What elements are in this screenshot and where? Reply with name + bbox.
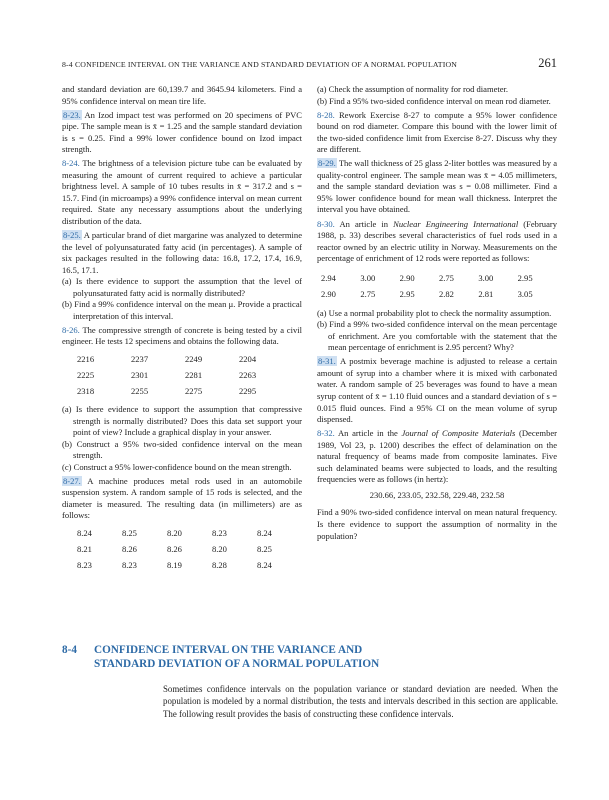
table-cell: 3.00 (360, 272, 376, 283)
exercise-number: 8-27. (63, 475, 81, 486)
table-cell: 2.82 (438, 288, 454, 299)
table-cell: 8.20 (212, 544, 227, 555)
exercise-text: (December 1989, Vol 23, p. 1200) describes the effect of delamination on the natural frequency of beams made from composite laminates. Five such delaminated beams were subjected to loads, and the resulting frequencies were as follows (in hertz): (317, 428, 557, 485)
table-cell: 2263 (239, 370, 257, 381)
table-row (77, 384, 293, 400)
section-title-line1: CONFIDENCE INTERVAL ON THE VARIANCE AND (94, 644, 363, 656)
table-cell: 2.94 (321, 272, 336, 283)
rod-diameter-table (77, 526, 302, 574)
section-heading (62, 644, 562, 671)
exercise-text: (February 1988, p. 33) describes several characteristics of fuel rods used in a reactor owned by an electric utility in Norway. Measurements on the percentage of enrichment of 12 rods were reported as follows: (317, 218, 557, 264)
exercise-part-b: (b) Find a 95% two-sided confidence interval on mean rod diameter. (317, 95, 551, 106)
section-number: 8-4 (62, 644, 77, 656)
exercise-number: 8-32. (317, 428, 335, 439)
exercise-part-a: (a) Is there evidence to support the assumption that compressive strength is normally distributed? Does this data set support your point of view? Include a graphical display in your answer. (62, 404, 302, 438)
right-column (317, 84, 557, 545)
exercise-text: A postmix beverage machine is adjusted to release a certain amount of syrup into a chamber where it is mixed with carbonated water. A random sample of 25 beverages was found to have a mean syrup content of x̄ = 1.10 fluid ounces and a standard deviation of s = 0.015 fluid ounces. Find a 95% CI on the mean volume of syrup dispensed. (317, 356, 557, 425)
exercise-text: The wall thickness of 25 glass 2-liter bottles was measured by a quality-control engineer. The sample mean was x̄ = 4.05 millimeters, and the sample standard deviation was s = 0.08 millimeter. Find a 95% lower confidence bound for mean wall thickness. Interpret the interval you have obtained. (317, 158, 557, 215)
table-cell: 8.23 (212, 528, 227, 539)
left-column (62, 84, 302, 574)
exercise-text: An article in (339, 218, 394, 229)
table-row (77, 542, 302, 558)
exercise-8-29 (317, 158, 557, 216)
exercise-8-25 (62, 230, 302, 276)
table-cell: 8.24 (257, 560, 272, 571)
table-cell: 2.95 (517, 272, 533, 283)
exercise-number: 8-26. (62, 324, 80, 335)
table-cell: 2295 (239, 386, 257, 397)
table-cell: 8.28 (212, 560, 227, 571)
table-cell: 8.23 (77, 560, 92, 571)
table-row (321, 271, 557, 287)
exercise-part-a: (a) Is there evidence to support the assumption that the level of polyunsaturated fatty acid is normally distributed? (62, 276, 302, 298)
exercise-text: A particular brand of diet margarine was analyzed to determine the level of polyunsaturated fatty acid (in percentages). A sample of six packages resulted in the following data: 16.8, 17.2, 17.4, 16.9, 16.5, 17.1. (62, 230, 302, 275)
table-cell: 8.25 (257, 544, 272, 555)
table-cell: 2.75 (438, 272, 454, 283)
table-cell: 2237 (131, 354, 149, 365)
table-cell: 8.25 (122, 528, 137, 539)
exercise-part-b: (b) Find a 99% confidence interval on the mean μ. Provide a practical interpretation of this interval. (62, 299, 302, 321)
exercise-part-a: (a) Check the assumption of normality for rod diameter. (317, 84, 509, 94)
table-cell: 8.19 (167, 560, 182, 571)
table-cell: 2.81 (478, 288, 494, 299)
journal-title: Journal of Composite Materials (401, 428, 516, 439)
exercise-part-b: (b) Find a 99% two-sided confidence interval on the mean percentage of enrichment. Are you comfortable with the statement that the mean percentage of enrichment is 2.95 percent? Why? (317, 319, 557, 353)
exercise-part-c: (c) Construct a 95% lower-confidence bound on the mean strength. (62, 461, 292, 472)
exercise-text: The compressive strength of concrete is being tested by a civil engineer. He tests 12 specimens and obtains the following data. (62, 324, 302, 347)
exercise-8-23 (62, 110, 302, 156)
table-row (321, 287, 557, 303)
table-row (77, 368, 293, 384)
table-cell: 8.21 (77, 544, 92, 555)
section-body-paragraph: Sometimes confidence intervals on the population variance or standard deviation are needed. When the population is modeled by a normal distribution, the tests and intervals described in this section are applicable. The following result provides the basis of constructing these confidence intervals. (163, 684, 558, 719)
exercise-8-31 (317, 356, 557, 425)
table-row (77, 558, 302, 574)
table-cell: 2.90 (399, 272, 415, 283)
exercise-text: The brightness of a television picture tube can be evaluated by measuring the amount of current required to achieve a particular brightness level. A sample of 10 tubes results in x̄ = 317.2 and s = 15.7. Find (in microamps) a 99% confidence interval on mean current required. State any necessary assumptions about the underlying distribution of the data. (62, 158, 302, 227)
fuel-enrichment-table (321, 271, 557, 303)
table-cell: 2225 (77, 370, 95, 381)
table-cell: 2255 (131, 386, 149, 397)
exercise-text: An article in the (337, 428, 402, 439)
frequency-values: 230.66, 233.05, 232.58, 229.48, 232.58 (369, 489, 505, 500)
exercise-part-b: (b) Construct a 95% two-sided confidence interval on the mean strength. (62, 438, 302, 461)
exercise-8-26 (62, 325, 302, 348)
exercise-text: An Izod impact test was performed on 20 specimens of PVC pipe. The sample mean is x̄ = 1.25 and the sample standard deviation is s = 0.25. Find a 99% lower confidence bound on Izod impact strength. (62, 109, 302, 155)
exercise-text: A machine produces metal rods used in an automobile suspension system. A random sample of 15 rods is selected, and the diameter is measured. The resulting data (in millimeters) are as follows: (62, 475, 302, 521)
table-cell: 8.26 (167, 544, 182, 555)
section-heading-line1 (62, 644, 562, 658)
table-cell: 2216 (77, 354, 95, 365)
table-cell: 8.24 (77, 528, 92, 539)
table-cell: 8.26 (122, 544, 137, 555)
table-cell: 2.90 (321, 288, 336, 299)
exercise-number: 8-30. (317, 218, 335, 229)
page-number: 261 (538, 56, 557, 70)
exercise-part-a: (a) Use a normal probability plot to check the normality assumption. (317, 307, 552, 318)
table-cell: 2301 (131, 370, 149, 381)
table-cell: 3.05 (517, 288, 533, 299)
table-cell: 2204 (239, 354, 257, 365)
exercise-8-28 (317, 110, 557, 156)
exercise-number: 8-28. (317, 109, 335, 120)
exercise-8-24 (62, 158, 302, 227)
exercise-number: 8-31. (318, 356, 336, 367)
exercise-number: 8-29. (318, 158, 336, 169)
table-cell: 2249 (185, 354, 203, 365)
table-cell: 2318 (77, 386, 95, 397)
exercise-number: 8-25. (63, 230, 81, 241)
journal-title: Nuclear Engineering International (393, 218, 519, 229)
table-cell: 2281 (185, 370, 203, 381)
table-cell: 8.23 (122, 560, 137, 571)
exercise-8-27 (62, 476, 302, 522)
exercise-text: Rework Exercise 8-27 to compute a 95% lower confidence bound on rod diameter. Compare this bound with the lower limit of the two-sided confidence limit from Exercise 8-27. Discuss why they are different. (317, 109, 557, 155)
concrete-strength-table (77, 352, 293, 400)
table-cell: 8.20 (167, 528, 182, 539)
running-header (62, 58, 557, 74)
exercise-number: 8-24. (62, 158, 80, 169)
exercise-text: Find a 90% two-sided confidence interval on mean natural frequency. Is there evidence to support the assumption of normality in the population? (317, 507, 557, 541)
exercise-number: 8-23. (63, 109, 81, 120)
table-cell: 2275 (185, 386, 203, 397)
exercise-continuation: and standard deviation are 60,139.7 and 3645.94 kilometers. Find a 95% confidence interval on mean tire life. (62, 84, 302, 106)
table-cell: 3.00 (478, 272, 494, 283)
section-title-line2: STANDARD DEVIATION OF A NORMAL POPULATION (94, 657, 380, 670)
exercise-8-32 (317, 428, 557, 486)
table-cell: 2.95 (399, 288, 415, 299)
table-cell: 2.75 (360, 288, 376, 299)
table-row (77, 352, 293, 368)
table-row (77, 526, 302, 542)
exercise-8-30 (317, 219, 557, 265)
table-cell: 8.24 (257, 528, 272, 539)
running-header-title: 8-4 CONFIDENCE INTERVAL ON THE VARIANCE AND STANDARD DEVIATION OF A NORMAL POPULATION (62, 60, 457, 69)
